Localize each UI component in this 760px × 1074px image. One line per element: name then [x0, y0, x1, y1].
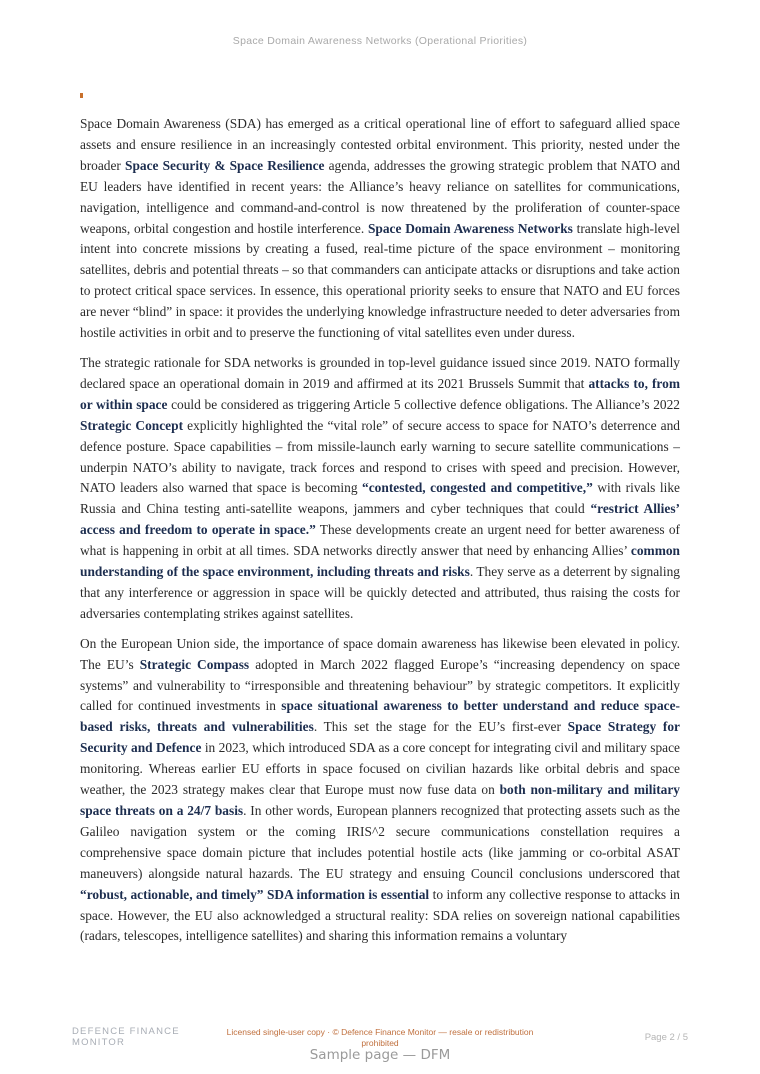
emphasis-text: Space Security & Space Resilience: [125, 157, 325, 173]
body-text: to inform any collective response to attacks in space. However, the EU also acknowledged a structural reality: SDA relies on sovereign national capabilities (radars, telescopes, intelligence satellites) and sharing this information remains a voluntary: [80, 886, 680, 944]
emphasis-text: space situational awareness to better understand and reduce space-based risks, threats and vulnerabilities: [80, 698, 680, 735]
body-text: . In other words, European planners recognized that protecting assets such as the Galileo navigation system or the coming IRIS^2 secure communications constellation requires a comprehensive space domain picture that includes potential hostile acts (like jamming or co-orbital ASAT maneuvers) alongside natural hazards. The EU strategy and ensuing Council conclusions underscored that: [80, 803, 681, 881]
emphasis-text: Space Domain Awareness Networks: [367, 220, 573, 236]
body-text: could be considered as triggering Article 5 collective defence obligations. The Alliance’s 2022: [167, 396, 680, 412]
body-text: agenda, addresses the growing strategic problem that NATO and EU leaders have identified in recent years: the Alliance’s heavy reliance on satellites for communications, navigation, intelligence and command-and-control is now threatened by the proliferation of counter-space weapons, orbital congestion and hostile interference.: [80, 157, 680, 236]
emphasis-text: Strategic Compass: [139, 656, 250, 672]
body-text: . They serve as a deterrent by signaling that any interference or aggression in space will be quickly detected and attributed, thus raising the costs for adversaries contemplating strikes against satellites.: [80, 564, 680, 621]
body-text: adopted in March 2022 flagged Europe’s “increasing dependency on space systems” and vulnerability to “irresponsible and threatening behaviour” by strategic competitors. It explicitly called for continued investments in: [80, 656, 680, 714]
body-text: The strategic rationale for SDA networks is grounded in top-level guidance issued since 2019. NATO formally declared space an operational domain in 2019 and affirmed at its 2021 Brussels Summit that: [80, 354, 680, 391]
emphasis-text: both non-military and military space threats on a 24/7 basis: [80, 782, 680, 818]
running-header-title: Space Domain Awareness Networks (Operational Priorities): [232, 35, 528, 47]
body-text: . This set the stage for the EU’s first-ever: [313, 719, 568, 735]
sample-page-caption: Sample page — DFM: [309, 1047, 451, 1063]
footer-brand: DEFENCE FINANCE MONITOR: [72, 1026, 180, 1048]
body-text: These developments create an urgent need for better awareness of what is happening in orbit at all times. SDA networks directly answer that need by enhancing Allies’: [80, 522, 680, 559]
emphasis-text: attacks to, from or within space: [80, 375, 680, 412]
body-paragraph-3: [80, 634, 680, 948]
footer-license-notice: Licensed single-user copy · © Defence Finance Monitor — resale or redistribution prohibited: [226, 1027, 534, 1048]
body-text: in 2023, which introduced SDA as a core concept for integrating civil and military space monitoring. Whereas earlier EU efforts in space focused on civilian hazards like orbital debris and space weather, the 2023 strategy makes clear that Europe must now fuse data on: [80, 740, 680, 798]
emphasis-text: “robust, actionable, and timely” SDA information is essential: [80, 886, 430, 902]
page-number: Page 2 / 5: [644, 1032, 688, 1043]
emphasis-text: “restrict Allies’ access and freedom to operate in space.”: [80, 501, 680, 538]
body-paragraph-1: [80, 114, 680, 344]
body-text: with rivals like Russia and China testing anti-satellite weapons, jammers and cyber techniques that could: [80, 480, 680, 517]
body-text: translate high-level intent into concrete missions by creating a fused, real-time picture of the space environment – monitoring satellites, debris and potential threats – so that commanders can anticipate attacks or disruptions and take action to protect critical space services. In essence, this operational priority seeks to ensure that NATO and EU forces are never “blind” in space: it provides the underlying knowledge infrastructure needed to deter adversaries from hostile activities in orbit and to preserve the functioning of vital satellites even under duress.: [80, 220, 681, 341]
accent-marker: [80, 93, 83, 98]
body-text: On the European Union side, the importance of space domain awareness has likewise been elevated in policy. The EU’s: [80, 635, 680, 672]
emphasis-text: Strategic Concept: [80, 417, 184, 433]
body-text: explicitly highlighted the “vital role” of secure access to space for NATO’s deterrence and defence posture. Space capabilities – from missile-launch early warning to secure satellite communications – underpin NATO’s ability to navigate, track forces and respond to crises with speed and precision. However, NATO leaders also warned that space is becoming: [80, 417, 681, 496]
body-text: Space Domain Awareness (SDA) has emerged as a critical operational line of effort to safeguard allied space assets and ensure resilience in an increasingly contested orbital environment. This priority, nested under the broader: [80, 116, 680, 173]
emphasis-text: “contested, congested and competitive,”: [362, 480, 593, 496]
document-body: [80, 114, 680, 956]
emphasis-text: common understanding of the space environment, including threats and risks: [80, 543, 680, 580]
body-paragraph-2: [80, 353, 680, 625]
emphasis-text: Space Strategy for Security and Defence: [80, 719, 681, 756]
